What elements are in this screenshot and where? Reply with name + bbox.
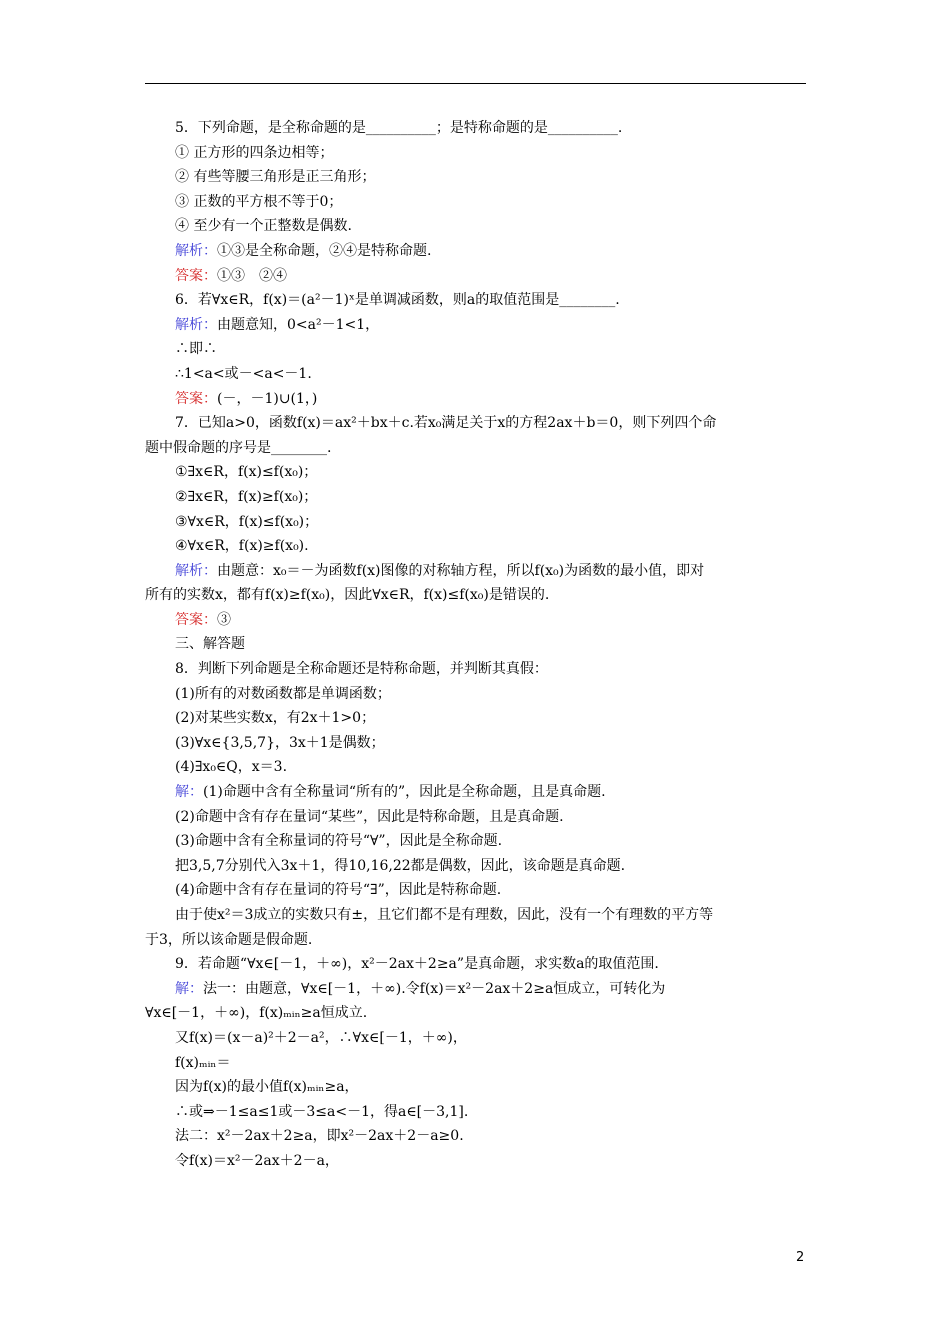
line-text: ∀x∈[－1，＋∞)，f(x)ₘᵢₙ≥a恒成立. (145, 1005, 368, 1022)
text-line (145, 608, 806, 633)
text-line (145, 288, 806, 313)
text-line (145, 928, 806, 953)
text-line (145, 190, 806, 215)
text-line (145, 952, 806, 977)
line-text: ∴1<a<或－<a<－1. (175, 365, 312, 382)
line-text: 题中假命题的序号是________. (145, 439, 332, 456)
line-text: 令f(x)＝x²－2ax＋2－a， (175, 1152, 339, 1169)
header-rule (145, 83, 806, 84)
document-body (145, 116, 806, 1174)
line-text: (2)对某些实数x，有2x＋1>0； (175, 710, 376, 727)
solution-label: 解析： (175, 316, 217, 333)
line-text: 把3,5,7分别代入3x＋1，得10,16,22都是偶数，因此，该命题是真命题. (175, 857, 626, 874)
line-text: ②∃x∈R，f(x)≥f(x₀)； (175, 488, 318, 505)
line-text: 6．若∀x∈R，f(x)＝(a²－1)ˣ是单调减函数，则a的取值范围是________. (175, 292, 620, 309)
line-text: f(x)ₘᵢₙ＝ (175, 1054, 231, 1071)
text-line (145, 239, 806, 264)
text-line (145, 1149, 806, 1174)
text-line (145, 116, 806, 141)
line-text: 于3，所以该命题是假命题. (145, 931, 313, 948)
line-text: ① 正方形的四条边相等； (175, 144, 334, 161)
text-line (145, 682, 806, 707)
text-line (145, 1026, 806, 1051)
line-text: (2)命题中含有存在量词“某些”，因此是特称命题，且是真命题. (175, 808, 564, 825)
line-text: ①③是全称命题，②④是特称命题. (217, 242, 432, 259)
solution-label: 解： (175, 980, 203, 997)
text-line (145, 510, 806, 535)
line-text: (4)命题中含有存在量词的符号“∃”，因此是特称命题. (175, 882, 502, 899)
text-line (145, 854, 806, 879)
solution-label: 解： (175, 784, 203, 801)
line-text: 由题意知，0<a²－1<1， (217, 316, 380, 333)
text-line (145, 559, 806, 584)
text-line (145, 1100, 806, 1125)
line-text: (4)∃x₀∈Q，x＝3. (175, 759, 288, 776)
text-line (145, 706, 806, 731)
text-line (145, 977, 806, 1002)
answer-label: 答案： (175, 267, 217, 284)
line-text: 所有的实数x，都有f(x)≥f(x₀)，因此∀x∈R，f(x)≤f(x₀)是错误的. (145, 587, 550, 604)
line-text: ③ 正数的平方根不等于0； (175, 193, 343, 210)
text-line (145, 460, 806, 485)
text-line (145, 141, 806, 166)
text-line (145, 632, 806, 657)
text-line (145, 313, 806, 338)
text-line (145, 362, 806, 387)
line-text: 三、解答题 (175, 636, 245, 653)
text-line (145, 485, 806, 510)
text-line (145, 165, 806, 190)
line-text: ③ (217, 611, 231, 628)
line-text: 因为f(x)的最小值f(x)ₘᵢₙ≥a， (175, 1079, 359, 1096)
text-line (145, 731, 806, 756)
text-line (145, 780, 806, 805)
text-line (145, 214, 806, 239)
text-line (145, 436, 806, 461)
line-text: (－，－1)∪(1，) (217, 390, 318, 407)
text-line (145, 1075, 806, 1100)
line-text: ④ 至少有一个正整数是偶数. (175, 218, 352, 235)
line-text: 5．下列命题，是全称命题的是__________；是特称命题的是__________. (175, 120, 623, 136)
solution-label: 解析： (175, 562, 217, 579)
line-text: 7．已知a>0，函数f(x)＝ax²＋bx＋c.若x₀满足关于x的方程2ax＋b＝0，则下列四个命 (175, 415, 717, 432)
text-line (145, 1051, 806, 1076)
page-number: 2 (796, 1250, 805, 1265)
text-line (145, 387, 806, 412)
line-text: ①③ ②④ (217, 267, 287, 284)
line-text: 8．判断下列命题是全称命题还是特称命题，并判断其真假： (175, 661, 548, 678)
line-text: 由题意：x₀＝－为函数f(x)图像的对称轴方程，所以f(x₀)为函数的最小值，即对 (217, 562, 705, 579)
line-text: (3)命题中含有全称量词的符号“∀”，因此是全称命题. (175, 833, 503, 850)
line-text: ③∀x∈R，f(x)≤f(x₀)； (175, 513, 319, 530)
text-line (145, 534, 806, 559)
answer-label: 答案： (175, 611, 217, 628)
text-line (145, 1124, 806, 1149)
text-line (145, 903, 806, 928)
line-text: ∴或⇒－1≤a≤1或－3≤a<－1，得a∈[－3,1]. (175, 1103, 469, 1120)
line-text: (1)所有的对数函数都是单调函数； (175, 685, 391, 702)
text-line (145, 805, 806, 830)
text-line (145, 583, 806, 608)
text-line (145, 755, 806, 780)
line-text: 由于使x²＝3成立的实数只有±，且它们都不是有理数，因此，没有一个有理数的平方等 (175, 907, 714, 923)
line-text: ①∃x∈R，f(x)≤f(x₀)； (175, 464, 318, 481)
line-text: 9．若命题“∀x∈[－1，＋∞)，x²－2ax＋2≥a”是真命题，求实数a的取值范围. (175, 956, 659, 973)
line-text: ② 有些等腰三角形是正三角形； (175, 169, 376, 186)
answer-label: 答案： (175, 390, 217, 407)
line-text: ∴即∴ (175, 341, 217, 358)
line-text: 法一：由题意，∀x∈[－1，＋∞).令f(x)＝x²－2ax＋2≥a恒成立，可转化为 (203, 980, 666, 997)
text-line (145, 264, 806, 289)
line-text: ④∀x∈R，f(x)≥f(x₀). (175, 538, 309, 555)
line-text: 法二：x²－2ax＋2≥a，即x²－2ax＋2－a≥0. (175, 1128, 464, 1145)
text-line (145, 411, 806, 436)
line-text: 又f(x)＝(x－a)²＋2－a²，∴∀x∈[－1，＋∞)， (175, 1029, 467, 1046)
solution-label: 解析： (175, 242, 217, 259)
text-line (145, 829, 806, 854)
text-line (145, 1001, 806, 1026)
text-line (145, 657, 806, 682)
line-text: (3)∀x∈{3,5,7}，3x＋1是偶数； (175, 734, 385, 751)
line-text: (1)命题中含有全称量词“所有的”，因此是全称命题，且是真命题. (203, 784, 606, 801)
text-line (145, 878, 806, 903)
text-line (145, 337, 806, 362)
